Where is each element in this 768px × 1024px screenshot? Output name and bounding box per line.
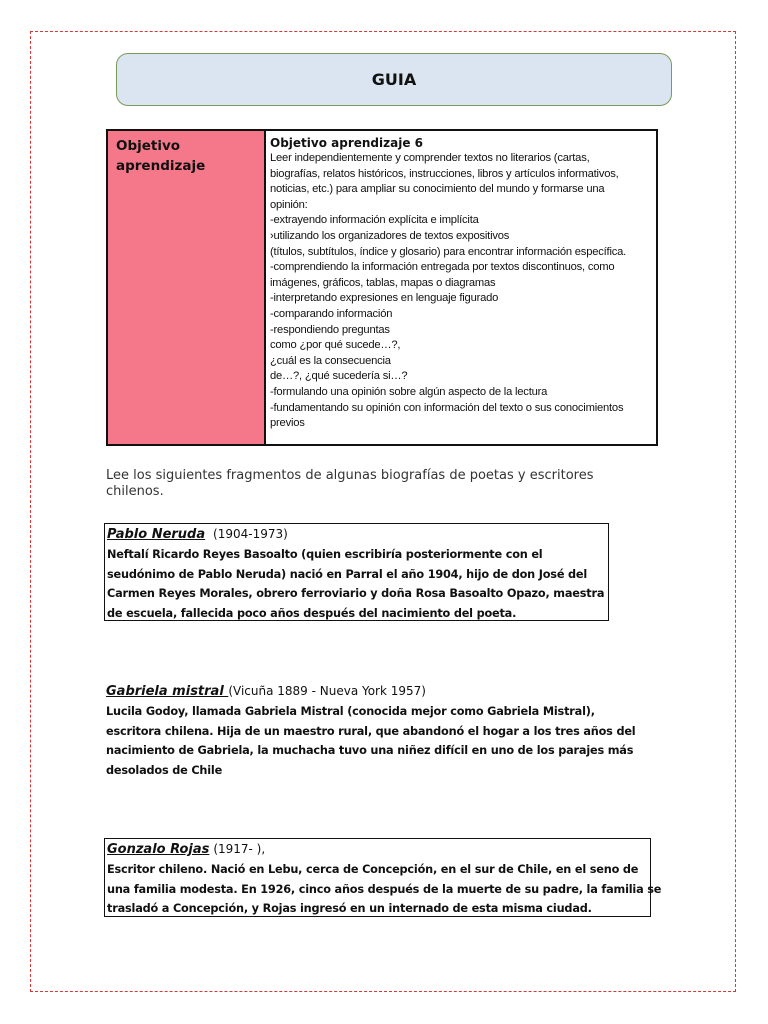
objective-line: como ¿por qué sucede…?, bbox=[270, 339, 401, 352]
bio-line: de escuela, fallecida poco años después del nacimiento del poeta. bbox=[107, 606, 517, 620]
objective-line: noticias, etc.) para ampliar su conocimiento del mundo y formarse una bbox=[270, 183, 605, 196]
bio-dates: (1917- ), bbox=[213, 842, 266, 856]
objective-line: -interpretando expresiones en lenguaje figurado bbox=[270, 292, 499, 305]
intro-text: Lee los siguientes fragmentos de algunas biografías de poetas y escritores chilenos. bbox=[106, 468, 594, 499]
bio-line: Carmen Reyes Morales, obrero ferroviario y doña Rosa Basoalto Opazo, maestra bbox=[107, 587, 605, 600]
objective-line: -formulando una opinión sobre algún aspecto de la lectura bbox=[270, 385, 548, 398]
bio-line: una familia modesta. En 1926, cinco años después de la muerte de su padre, la familia se bbox=[107, 882, 662, 896]
objective-line: biografías, relatos históricos, instrucciones, libros y artículos informativos, bbox=[270, 167, 619, 180]
objective-line: -extrayendo información explícita e implícita bbox=[270, 214, 479, 227]
objective-table bbox=[106, 129, 658, 446]
objective-title: Objetivo aprendizaje 6 bbox=[270, 136, 423, 150]
title-banner bbox=[116, 53, 672, 106]
bio-line: nacimiento de Gabriela, la muchacha tuvo una niñez difícil en uno de los parajes más bbox=[106, 744, 634, 757]
objective-line: ›utilizando los organizadores de textos expositivos bbox=[270, 229, 510, 242]
bio-line: seudónimo de Pablo Neruda) nació en Parral el año 1904, hijo de don José del bbox=[107, 567, 588, 581]
objective-line: ¿cuál es la consecuencia bbox=[270, 354, 391, 367]
objective-line: opinión: bbox=[270, 198, 308, 211]
bio-text bbox=[107, 860, 662, 919]
bio-line: desolados de Chile bbox=[106, 763, 223, 777]
bio-line: Lucila Godoy, llamada Gabriela Mistral (conocida mejor como Gabriela Mistral), bbox=[106, 705, 595, 718]
objective-line: -comparando información bbox=[270, 307, 393, 320]
bio-line: escritora chilena. Hija de un maestro rural, que abandonó el hogar a los tres años del bbox=[106, 724, 636, 738]
bio-dates: (Vicuña 1889 - Nueva York 1957) bbox=[228, 684, 426, 698]
objective-label-cell bbox=[108, 131, 266, 444]
bio-name: Pablo Neruda bbox=[107, 527, 206, 542]
bio-text bbox=[107, 545, 606, 623]
page-title: GUIA bbox=[371, 70, 417, 89]
objective-line: previos bbox=[270, 417, 305, 430]
objective-line: -fundamentando su opinión con información del texto o sus conocimientos bbox=[270, 401, 624, 414]
bio-mistral bbox=[106, 681, 636, 780]
bio-rojas bbox=[104, 838, 662, 917]
objective-line: -comprendiendo la información entregada por textos discontinuos, como bbox=[270, 261, 615, 274]
objective-content-cell bbox=[266, 131, 656, 444]
bio-name: Gabriela mistral bbox=[106, 684, 229, 699]
objective-line: (títulos, subtítulos, índice y glosario) para encontrar información específica. bbox=[270, 245, 627, 258]
bio-line: Neftalí Ricardo Reyes Basoalto (quien escribiría posteriormente con el bbox=[107, 548, 543, 561]
bio-neruda bbox=[104, 523, 609, 621]
bio-text bbox=[106, 702, 636, 780]
bio-line: Escritor chileno. Nació en Lebu, cerca de Concepción, en el sur de Chile, en el seno de bbox=[107, 863, 639, 876]
objective-line: -respondiendo preguntas bbox=[270, 323, 390, 336]
objective-line: Leer independientemente y comprender textos no literarios (cartas, bbox=[270, 152, 590, 164]
objective-line: imágenes, gráficos, tablas, mapas o diagramas bbox=[270, 276, 496, 289]
bio-dates: (1904-1973) bbox=[213, 527, 288, 541]
bio-line: trasladó a Concepción, y Rojas ingresó en un internado de esta misma ciudad. bbox=[107, 902, 592, 915]
objective-label: Objetivo aprendizaje bbox=[116, 138, 206, 174]
objective-line: de…?, ¿qué sucedería si…? bbox=[270, 370, 408, 383]
bio-name: Gonzalo Rojas bbox=[107, 842, 210, 857]
